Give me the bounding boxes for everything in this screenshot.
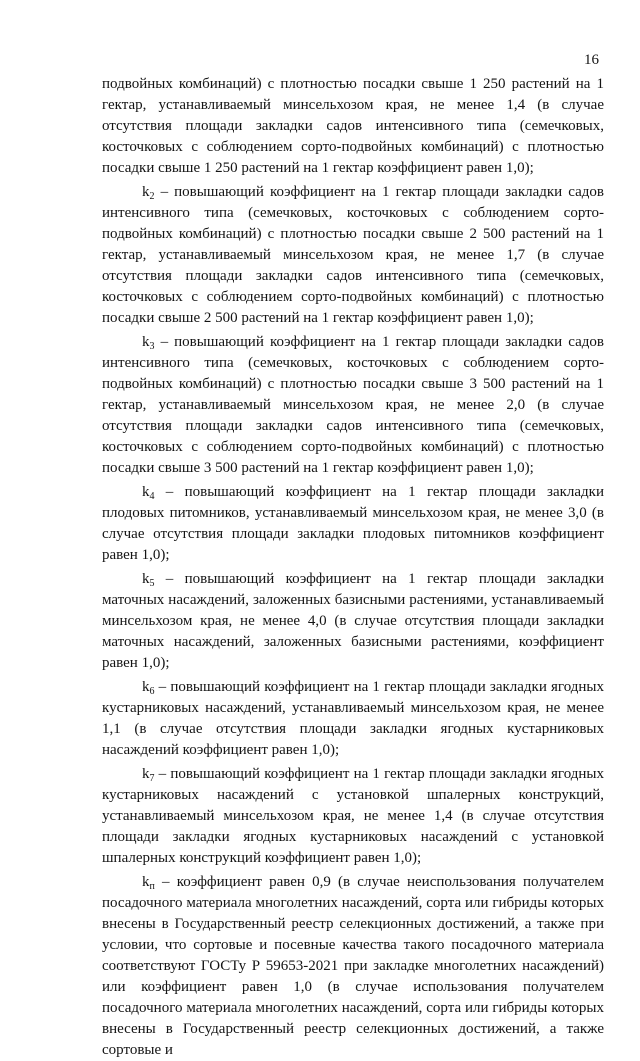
coefficient-subscript: 4 (149, 491, 155, 502)
coefficient-subscript: 5 (149, 578, 155, 589)
paragraph-k5-text: – повышающий коэффициент на 1 гектар площади закладки маточных насаждений, заложенных базисными растениями, устанавливаемый минсельхозом края, не менее 4,0 (в случае отсутствия площади закладки маточных насаждений, заложенных базисными растениями, коэффициент равен 1,0); (102, 571, 604, 671)
coefficient-symbol: k (142, 184, 150, 200)
coefficient-subscript: 3 (149, 341, 155, 352)
paragraph-intro (102, 74, 604, 179)
paragraph-kn (102, 872, 604, 1061)
paragraph-k4-text: – повышающий коэффициент на 1 гектар площади закладки плодовых питомников, устанавливаемый минсельхозом края, не менее 3,0 (в случае отсутствия площади закладки плодовых питомников коэффициент равен 1,0); (102, 484, 604, 563)
coefficient-symbol: k (142, 484, 150, 500)
paragraph-k7 (102, 764, 604, 869)
coefficient-subscript: 7 (149, 773, 155, 784)
paragraph-k6-text: – повышающий коэффициент на 1 гектар площади закладки ягодных кустарниковых насаждений, устанавливаемый минсельхозом края, не менее 1,1 (в случае отсутствия площади закладки ягодных кустарниковых насаждений коэффициент равен 1,0); (102, 679, 604, 758)
paragraph-k2-text: – повышающий коэффициент на 1 гектар площади закладки садов интенсивного типа (семечковых, косточковых с соблюдением сорто-подвойных комбинаций) с плотностью посадки свыше 2 500 растений на 1 гектар, устанавливаемый минсельхозом края, не менее 1,7 (в случае отсутствия площади закладки садов интенсивного типа (семечковых, косточковых с соблюдением сорто-подвойных комбинаций) с плотностью посадки свыше 2 500 растений на 1 гектар коэффициент равен 1,0); (102, 184, 604, 326)
coefficient-subscript: п (149, 881, 155, 892)
paragraph-k5 (102, 569, 604, 674)
paragraph-k6 (102, 677, 604, 761)
coefficient-symbol: k (142, 334, 150, 350)
coefficient-symbol: k (142, 679, 150, 695)
paragraph-intro-text: подвойных комбинаций) с плотностью посадки свыше 1 250 растений на 1 гектар, устанавливаемый минсельхозом края, не менее 1,4 (в случае отсутствия площади закладки садов интенсивного типа (семечковых, косточковых с соблюдением сорто-подвойных комбинаций) с плотностью посадки свыше 1 250 растений на 1 гектар коэффициент равен 1,0); (102, 76, 604, 176)
page-number: 16 (584, 52, 599, 68)
paragraph-k3-text: – повышающий коэффициент на 1 гектар площади закладки садов интенсивного типа (семечковых, косточковых с соблюдением сорто-подвойных комбинаций) с плотностью посадки свыше 3 500 растений на 1 гектар, устанавливаемый минсельхозом края, не менее 2,0 (в случае отсутствия площади закладки садов интенсивного типа (семечковых, косточковых с соблюдением сорто-подвойных комбинаций) с плотностью посадки свыше 3 500 растений на 1 гектар коэффициент равен 1,0); (102, 334, 604, 476)
coefficient-symbol: k (142, 766, 150, 782)
paragraph-kn-text: – коэффициент равен 0,9 (в случае неиспользования получателем посадочного материала многолетних насаждений, сорта или гибриды которых внесены в Государственный реестр селекционных достижений, а также при условии, что сортовые и посевные качества такого посадочного материала соответствуют ГОСТу Р 59653-2021 при закладке многолетних насаждений) или коэффициент равен 1,0 (в случае использования получателем посадочного материала многолетних насаждений, сорта или гибриды которых внесены в Государственный реестр селекционных достижений, а также сортовые и (102, 874, 604, 1058)
paragraph-k2 (102, 182, 604, 329)
coefficient-subscript: 2 (149, 191, 155, 202)
coefficient-symbol: k (142, 874, 150, 890)
coefficient-subscript: 6 (149, 686, 155, 697)
paragraph-k7-text: – повышающий коэффициент на 1 гектар площади закладки ягодных кустарниковых насаждений с установкой шпалерных конструкций, устанавливаемый минсельхозом края, не менее 1,4 (в случае отсутствия площади закладки ягодных кустарниковых насаждений с установкой шпалерных конструкций коэффициент равен 1,0); (102, 766, 604, 866)
paragraph-k3 (102, 332, 604, 479)
coefficient-symbol: k (142, 571, 150, 587)
document-body (102, 74, 604, 1061)
paragraph-k4 (102, 482, 604, 566)
